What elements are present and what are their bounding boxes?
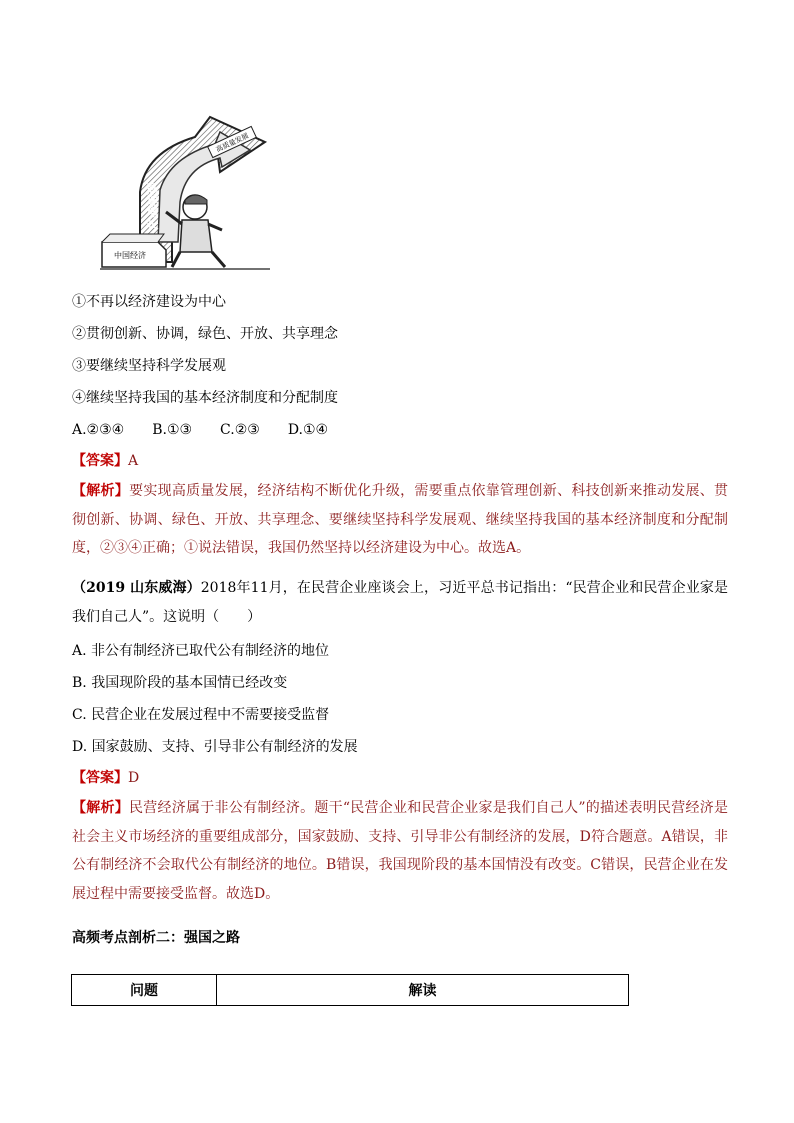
analysis-text: 民营经济属于非公有制经济。题干“民营企业和民营企业家是我们自己人”的描述表明民营经济是社会主义市场经济的重要组成部分，国家鼓励、支持、引导非公有制经济的发展，D符合题意。A错误，非公有制经济不会取代公有制经济的地位。B错误，我国现阶段的基本国情没有改变。C错误，民营企业在发展过程中需要接受监督。故选D。 — [72, 800, 729, 902]
answer-value: A — [128, 453, 139, 469]
q2-stem — [72, 574, 728, 632]
q1-option-4: ④继续坚持我国的基本经济制度和分配制度 — [72, 390, 338, 406]
section-title: 高频考点剖析二：强国之路 — [72, 930, 240, 946]
q2-option-c: C. 民营企业在发展过程中不需要接受监督 — [72, 707, 330, 723]
answer-tag: 【答案】 — [72, 453, 128, 469]
arrow-main-label: 高速增长 — [145, 182, 159, 230]
arrow-top-label: 高质量发展 — [214, 131, 250, 154]
topic-table — [71, 974, 629, 1006]
q2-option-d: D. 国家鼓励、支持、引导非公有制经济的发展 — [72, 739, 358, 755]
q1-option-2: ②贯彻创新、协调，绿色、开放、共享理念 — [72, 326, 338, 342]
table-header-question: 问题 — [72, 975, 217, 1005]
q2-option-b: B. 我国现阶段的基本国情已经改变 — [72, 675, 288, 691]
table-header-interpretation: 解读 — [408, 983, 437, 999]
q1-analysis — [72, 477, 728, 563]
q1-choices: A.②③④ B.①③ C.②③ D.①④ — [72, 422, 329, 438]
q2-analysis — [72, 794, 728, 908]
analysis-tag: 【解析】 — [72, 800, 130, 816]
analysis-tag: 【解析】 — [72, 483, 130, 499]
answer-value: D — [128, 770, 140, 786]
q2-option-a: A. 非公有制经济已取代公有制经济的地位 — [72, 643, 330, 659]
q1-option-1: ①不再以经济建设为中心 — [72, 294, 226, 310]
q2-source: （2019 山东威海） — [72, 580, 201, 596]
q1-answer — [72, 451, 138, 471]
q2-stem-text: 2018年11月，在民营企业座谈会上，习近平总书记指出：“民营企业和民营企业家是我们自己人”。这说明（ ） — [72, 580, 728, 625]
analysis-text: 要实现高质量发展，经济结构不断优化升级，需要重点依靠管理创新、科技创新来推动发展、贯彻创新、协调、绿色、开放、共享理念、要继续坚持科学发展观、继续坚持我国的基本经济制度和分配制度，②③④正确；①说法错误，我国仍然坚持以经济建设为中心。故选A。 — [72, 483, 729, 556]
answer-tag: 【答案】 — [72, 770, 128, 786]
q1-option-3: ③要继续坚持科学发展观 — [72, 358, 226, 374]
base-label: 中国经济 — [114, 251, 146, 260]
economy-cartoon-image — [100, 112, 270, 272]
q2-answer — [72, 768, 139, 788]
